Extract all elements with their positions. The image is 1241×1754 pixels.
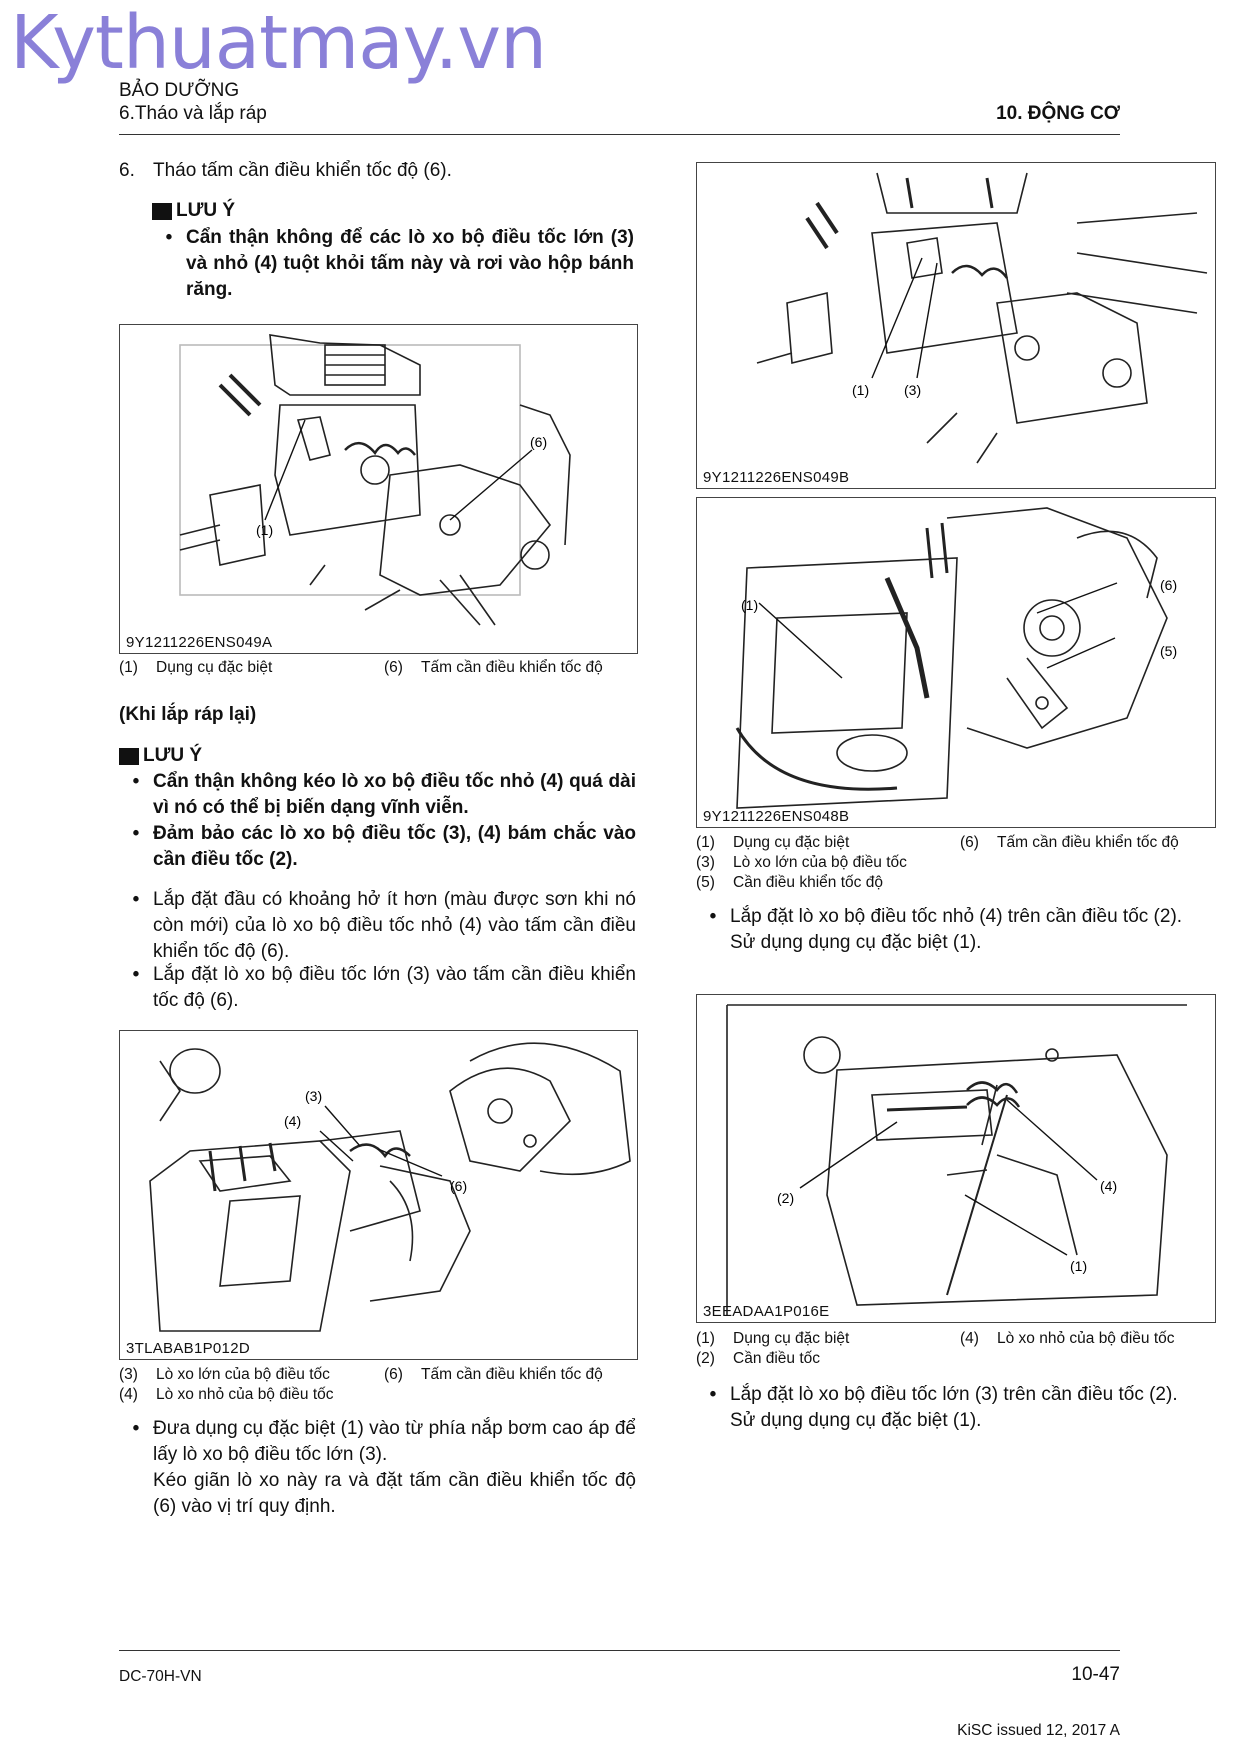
figure-code: 3TLABAB1P012D bbox=[126, 1340, 250, 1357]
caption-1: (1) Dụng cụ đặc biệt bbox=[696, 834, 850, 851]
note-heading-1 bbox=[152, 200, 235, 222]
callout-5: (5) bbox=[1160, 643, 1178, 659]
note-square-icon bbox=[152, 203, 172, 220]
caption-3: (3) Lò xo lớn của bộ điều tốc bbox=[119, 1366, 330, 1383]
bullet-icon: • bbox=[132, 1418, 140, 1439]
document-code: DC-70H-VN bbox=[119, 1668, 202, 1685]
reassembly-heading: (Khi lắp ráp lại) bbox=[119, 704, 257, 725]
bullet-install-large-spring: • Lắp đặt lò xo bộ điều tốc lớn (3) vào tấm cần điều khiển tốc độ (6). bbox=[119, 962, 636, 1014]
header-divider bbox=[119, 134, 1120, 135]
bullet-install-small-spring-lever bbox=[696, 904, 1214, 956]
note-2-item-2: • Đảm bảo các lò xo bộ điều tốc (3), (4) bám chắc vào cần điều tốc (2). bbox=[119, 821, 636, 873]
note-2-item-1: • Cẩn thận không kéo lò xo bộ điều tốc nhỏ (4) quá dài vì nó có thể bị biến dạng vĩnh viễn. bbox=[119, 769, 636, 821]
callout-1: (1) bbox=[256, 522, 274, 538]
bullet-line-2: Kéo giãn lò xo này ra và đặt tấm cần điều khiển tốc độ (6) vào vị trí quy định. bbox=[153, 1470, 636, 1517]
figure-5-drawing bbox=[697, 995, 1215, 1322]
callout-1: (1) bbox=[1070, 1258, 1088, 1274]
bullet-install-small-spring: • Lắp đặt đầu có khoảng hở ít hơn (màu được sơn khi nó còn mới) của lò xo bộ điều tốc nhỏ (4) vào tấm cần điều khiển tốc độ (6). bbox=[119, 887, 636, 965]
page-number: 10-47 bbox=[1071, 1664, 1120, 1685]
step-text: Tháo tấm cần điều khiển tốc độ (6). bbox=[153, 160, 452, 181]
callout-6: (6) bbox=[450, 1178, 468, 1194]
note-heading-2 bbox=[119, 745, 202, 767]
caption-6: (6) Tấm cần điều khiển tốc độ bbox=[960, 834, 1179, 851]
callout-3: (3) bbox=[305, 1088, 323, 1104]
bullet-line-1: Đưa dụng cụ đặc biệt (1) vào từ phía nắp bơm cao áp để lấy lò xo bộ điều tốc lớn (3). bbox=[153, 1418, 636, 1465]
figure-4 bbox=[696, 497, 1216, 828]
figure-code: 9Y1211226ENS049B bbox=[703, 469, 850, 486]
bullet-install-large-spring-lever bbox=[696, 1382, 1214, 1434]
caption-6: (6) Tấm cần điều khiển tốc độ bbox=[384, 1366, 603, 1383]
figure-5 bbox=[696, 994, 1216, 1323]
figure-code: 9Y1211226ENS049A bbox=[126, 634, 273, 651]
callout-3: (3) bbox=[904, 382, 922, 398]
note-title: LƯU Ý bbox=[143, 745, 203, 766]
figure-1 bbox=[119, 324, 638, 654]
caption-1: (1) Dụng cụ đặc biệt bbox=[119, 659, 273, 676]
figure-4-drawing bbox=[697, 498, 1215, 827]
footer-divider bbox=[119, 1650, 1120, 1651]
bullet-insert-tool bbox=[119, 1416, 636, 1520]
subsection-title: 6.Tháo và lắp ráp bbox=[119, 103, 267, 124]
caption-2: (2) Cần điều tốc bbox=[696, 1350, 821, 1367]
bullet-line-1: Lắp đặt lò xo bộ điều tốc nhỏ (4) trên cần điều tốc (2). bbox=[730, 906, 1183, 927]
callout-1: (1) bbox=[852, 382, 870, 398]
note-title: LƯU Ý bbox=[176, 200, 236, 221]
bullet-icon: • bbox=[709, 906, 717, 927]
callout-1: (1) bbox=[741, 597, 759, 613]
bullet-line-2: Sử dụng dụng cụ đặc biệt (1). bbox=[730, 932, 982, 953]
caption-4: (4) Lò xo nhỏ của bộ điều tốc bbox=[960, 1330, 1175, 1347]
issue-note: KiSC issued 12, 2017 A bbox=[957, 1722, 1120, 1739]
bullet-icon: • bbox=[132, 964, 140, 985]
section-title: BẢO DƯỠNG bbox=[119, 80, 240, 101]
callout-2: (2) bbox=[777, 1190, 795, 1206]
step-6 bbox=[119, 160, 452, 182]
callout-4: (4) bbox=[284, 1113, 302, 1129]
caption-3: (3) Lò xo lớn của bộ điều tốc bbox=[696, 854, 907, 871]
bullet-line-1: Lắp đặt lò xo bộ điều tốc lớn (3) trên cần điều tốc (2). bbox=[730, 1384, 1178, 1405]
caption-6: (6) Tấm cần điều khiển tốc độ bbox=[384, 659, 603, 676]
caption-5: (5) Cần điều khiển tốc độ bbox=[696, 874, 883, 891]
bullet-line-2: Sử dụng dụng cụ đặc biệt (1). bbox=[730, 1410, 982, 1431]
figure-1-drawing bbox=[120, 325, 637, 653]
callout-6: (6) bbox=[530, 434, 548, 450]
bullet-icon: • bbox=[165, 227, 173, 248]
caption-4: (4) Lò xo nhỏ của bộ điều tốc bbox=[119, 1386, 334, 1403]
figure-3 bbox=[119, 1030, 638, 1360]
figure-2-drawing bbox=[697, 163, 1215, 488]
caption-1: (1) Dụng cụ đặc biệt bbox=[696, 1330, 850, 1347]
note-square-icon bbox=[119, 748, 139, 765]
step-number: 6. bbox=[119, 160, 135, 181]
callout-6: (6) bbox=[1160, 577, 1178, 593]
chapter-title: 10. ĐỘNG CƠ bbox=[996, 103, 1120, 124]
bullet-icon: • bbox=[709, 1384, 717, 1405]
figure-2 bbox=[696, 162, 1216, 489]
figure-3-drawing bbox=[120, 1031, 637, 1359]
figure-code: 9Y1211226ENS048B bbox=[703, 808, 850, 825]
bullet-icon: • bbox=[132, 823, 140, 844]
watermark-logo: Kythuatmay.vn bbox=[10, 0, 547, 86]
note-1-item bbox=[152, 225, 634, 303]
callout-4: (4) bbox=[1100, 1178, 1118, 1194]
bullet-icon: • bbox=[132, 889, 140, 910]
figure-code: 3EEADAA1P016E bbox=[703, 1303, 830, 1320]
bullet-icon: • bbox=[132, 771, 140, 792]
note-text: Cẩn thận không để các lò xo bộ điều tốc lớn (3) và nhỏ (4) tuột khỏi tấm này và rơi vào hộp bánh răng. bbox=[186, 227, 634, 300]
